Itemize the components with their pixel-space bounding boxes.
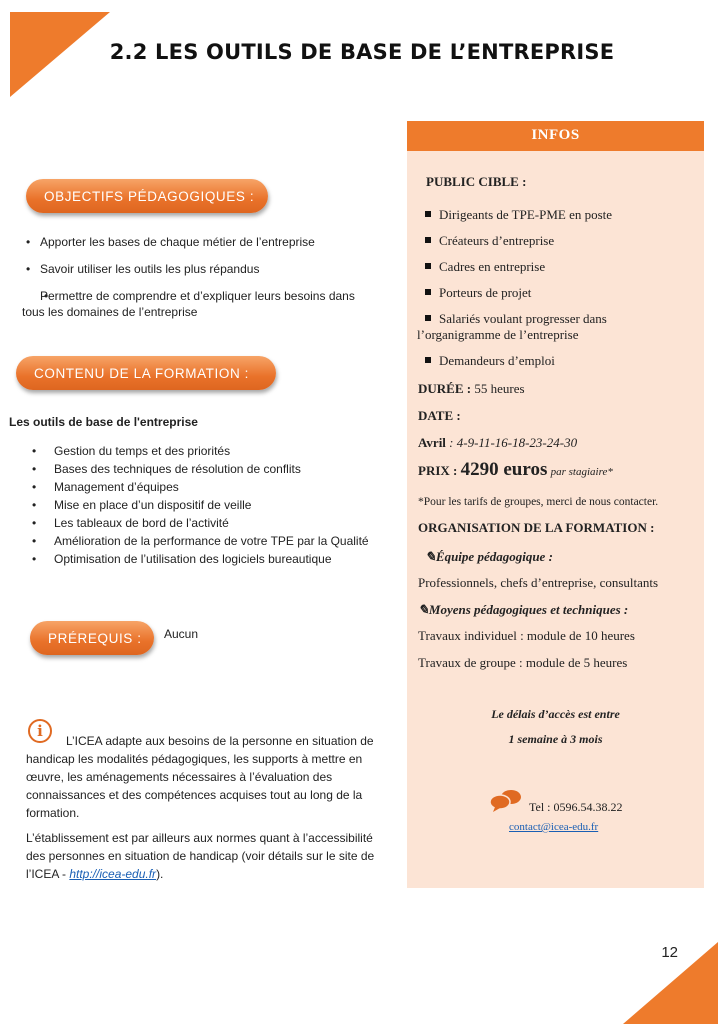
- info-icon: i: [28, 719, 52, 743]
- public-cible-label: PUBLIC CIBLE :: [426, 174, 527, 189]
- list-item: Salariés voulant progresser dans l’organigramme de l’entreprise: [417, 311, 607, 342]
- list-item: Créateurs d’entreprise: [417, 233, 699, 249]
- date-days: : 4-9-11-16-18-23-24-30: [449, 435, 578, 450]
- handicap-section: [26, 732, 376, 883]
- handicap-paragraph: L’ICEA adapte aux besoins de la personne en situation de handicap les modalités pédagogiques, les supports à mettre en œuvre, les aménagements nécessaires à l’évaluation des connaissances et des compétences acquises tout au long de la formation.: [26, 734, 374, 820]
- objectifs-heading: [26, 179, 268, 213]
- chat-bubbles-icon: [489, 789, 525, 813]
- list-item: • Apporter les bases de chaque métier de l’entreprise: [22, 234, 372, 250]
- square-bullet-icon: [425, 357, 431, 363]
- page-number: 12: [661, 944, 678, 961]
- moyens-row: [418, 602, 628, 618]
- square-bullet-icon: [425, 237, 431, 243]
- list-item: • Mise en place d’un dispositif de veille: [10, 497, 400, 513]
- accessibility-text: L’établissement est par ailleurs aux normes quant à l’accessibilité des personnes en situation de handicap (voir détails sur le site de l’ICEA -: [26, 831, 375, 881]
- prix-note: *Pour les tarifs de groupes, merci de nous contacter.: [418, 496, 659, 508]
- delais-line-2: 1 semaine à 3 mois: [508, 732, 603, 746]
- objectifs-section: [22, 234, 372, 331]
- contenu-subtitle: Les outils de base de l'entreprise: [9, 415, 198, 429]
- square-bullet-icon: [425, 289, 431, 295]
- contenu-list: [10, 443, 400, 567]
- prix-label: PRIX :: [418, 463, 458, 478]
- contenu-section: [10, 443, 400, 569]
- list-item: • Permettre de comprendre et d’expliquer leurs besoins dans tous les domaines de l’entreprise: [22, 288, 372, 320]
- page-title: 2.2 LES OUTILS DE BASE DE L’ENTREPRISE: [109, 40, 615, 64]
- prix-value: 4290 euros: [460, 459, 548, 480]
- duree-label: DURÉE :: [418, 381, 472, 396]
- contenu-heading: [16, 356, 276, 390]
- list-item: Cadres en entreprise: [417, 259, 699, 275]
- hand-pointer-icon: ✎: [425, 549, 436, 564]
- email-link[interactable]: contact@icea-edu.fr: [509, 821, 599, 833]
- equipe-row: [425, 549, 553, 565]
- contenu-heading-label: CONTENU DE LA FORMATION :: [34, 365, 250, 381]
- equipe-value: Professionnels, chefs d’entreprise, consultants: [418, 575, 659, 590]
- prix-unit: par stagiaire*: [550, 466, 613, 478]
- list-item: • Les tableaux de bord de l’activité: [10, 515, 400, 531]
- telephone: Tel : 0596.54.38.22: [529, 800, 623, 814]
- hand-pointer-icon: ✎: [418, 602, 429, 617]
- public-cible-list: [417, 207, 699, 379]
- list-item: Demandeurs d’emploi: [417, 353, 699, 369]
- accessibility-paragraph: [26, 829, 376, 883]
- moyens-label: Moyens pédagogiques et techniques :: [428, 602, 629, 617]
- duree-row: [418, 381, 525, 397]
- list-item: Porteurs de projet: [417, 285, 699, 301]
- equipe-label: Équipe pédagogique :: [435, 549, 553, 564]
- prerequis-heading-label: PRÉREQUIS :: [48, 630, 142, 646]
- duree-value: 55 heures: [474, 381, 525, 396]
- square-bullet-icon: [425, 263, 431, 269]
- date-label: DATE :: [418, 408, 461, 423]
- list-item: • Amélioration de la performance de votre TPE par la Qualité: [10, 533, 400, 549]
- prix-row: [418, 459, 613, 481]
- list-item: • Savoir utiliser les outils les plus répandus: [22, 261, 372, 277]
- delais-line-1: Le délais d’accès est entre: [491, 707, 620, 721]
- objectifs-list: [22, 234, 372, 320]
- date-row: [418, 435, 577, 451]
- moyens-item: Travaux individuel : module de 10 heures: [418, 628, 635, 643]
- infos-header: INFOS: [407, 121, 704, 151]
- date-month: Avril: [418, 435, 446, 450]
- list-item: • Management d’équipes: [10, 479, 400, 495]
- moyens-item: Travaux de groupe : module de 5 heures: [418, 655, 628, 670]
- list-item: • Bases des techniques de résolution de conflits: [10, 461, 400, 477]
- accessibility-text-end: ).: [156, 867, 164, 881]
- prerequis-heading: [30, 621, 154, 655]
- infos-panel: [407, 121, 704, 888]
- organisation-label: ORGANISATION DE LA FORMATION :: [418, 520, 655, 535]
- prerequis-value: Aucun: [164, 627, 199, 641]
- objectifs-heading-label: OBJECTIFS PÉDAGOGIQUES :: [44, 188, 255, 204]
- square-bullet-icon: [425, 211, 431, 217]
- list-item: • Gestion du temps et des priorités: [10, 443, 400, 459]
- square-bullet-icon: [425, 315, 431, 321]
- icea-website-link[interactable]: http://icea-edu.fr: [69, 867, 157, 881]
- list-item: • Optimisation de l’utilisation des logiciels bureautique: [10, 551, 400, 567]
- list-item: Dirigeants de TPE-PME en poste: [417, 207, 699, 223]
